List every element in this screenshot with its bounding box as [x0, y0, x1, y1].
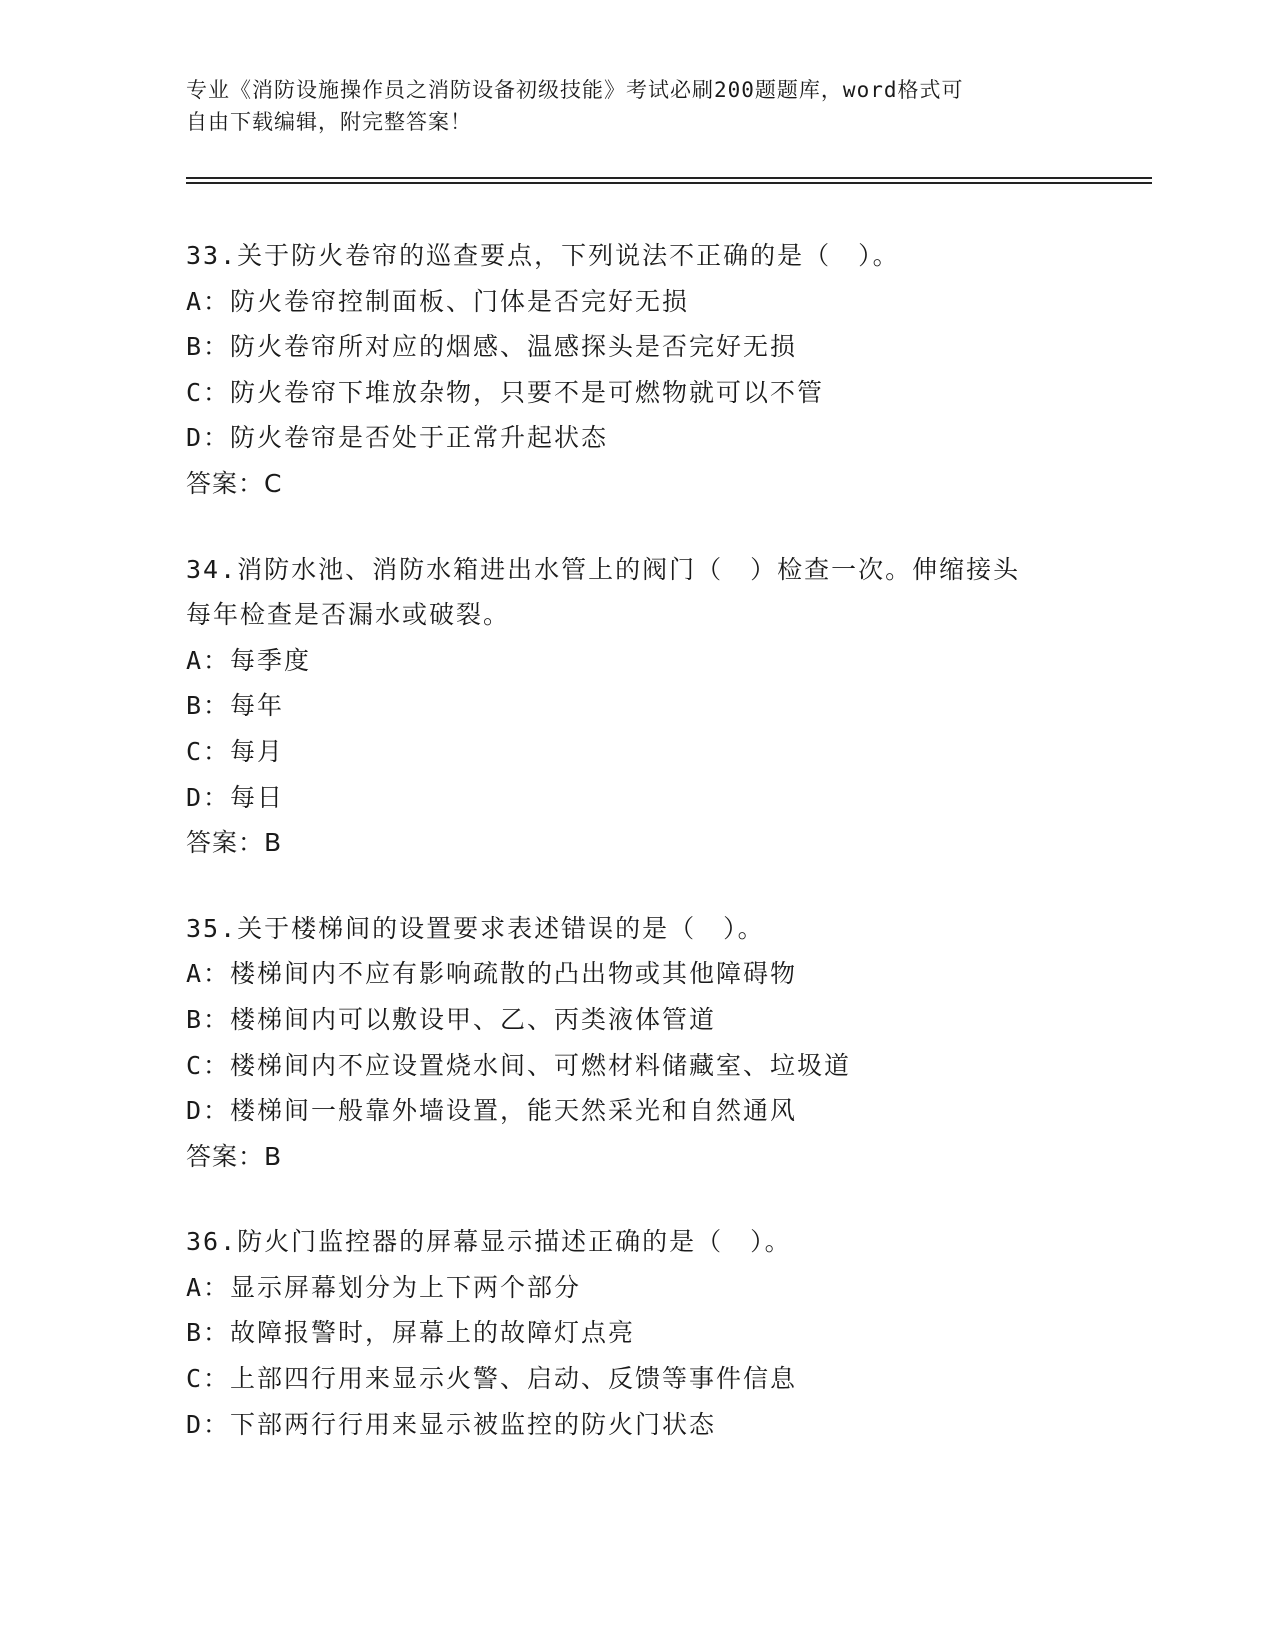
option-a — [186, 951, 1086, 997]
question-stem-continued: 每年检查是否漏水或破裂。 — [186, 600, 511, 630]
option-label: C： — [186, 1050, 231, 1080]
option-label: A： — [186, 1272, 231, 1302]
option-text: 显示屏幕划分为上下两个部分 — [230, 1272, 582, 1302]
option-text: 楼梯间内可以敷设甲、乙、丙类液体管道 — [230, 1004, 717, 1034]
option-label: C： — [186, 736, 231, 766]
question-stem: 34.消防水池、消防水箱进出水管上的阀门（ ）检查一次。伸缩接头 — [186, 554, 1021, 584]
option-d — [186, 415, 1086, 461]
option-b — [186, 324, 1086, 370]
option-text: 防火卷帘下堆放杂物，只要不是可燃物就可以不管 — [230, 377, 825, 407]
option-label: D： — [186, 423, 231, 453]
option-text: 每年 — [230, 691, 285, 721]
option-label: D： — [186, 1096, 231, 1126]
question-35 — [186, 906, 1086, 1180]
option-label: D： — [186, 1409, 231, 1439]
option-label: A： — [186, 286, 231, 316]
answer-line: 答案：B — [186, 828, 283, 858]
option-text: 上部四行用来显示火警、启动、反馈等事件信息 — [230, 1364, 798, 1394]
option-text: 防火卷帘所对应的烟感、温感探头是否完好无损 — [230, 332, 798, 362]
option-label: B： — [186, 691, 231, 721]
header-line-2: 自由下载编辑，附完整答案！ — [186, 110, 472, 134]
header-divider-top — [186, 177, 1152, 179]
option-text: 故障报警时，屏幕上的故障灯点亮 — [230, 1318, 636, 1348]
option-text: 下部两行行用来显示被监控的防火门状态 — [230, 1409, 717, 1439]
header-line-1: 专业《消防设施操作员之消防设备初级技能》考试必刷200题题库，word格式可 — [186, 78, 964, 102]
option-b — [186, 1310, 1086, 1356]
option-c — [186, 1043, 1086, 1089]
option-a — [186, 638, 1086, 684]
option-text: 每月 — [230, 736, 285, 766]
answer-line: 答案：C — [186, 468, 283, 498]
option-a — [186, 1265, 1086, 1311]
option-label: C： — [186, 1364, 231, 1394]
option-c — [186, 1356, 1086, 1402]
option-label: C： — [186, 377, 231, 407]
question-36 — [186, 1219, 1086, 1447]
option-label: B： — [186, 332, 231, 362]
option-label: B： — [186, 1004, 231, 1034]
option-c — [186, 370, 1086, 416]
header-divider-bottom — [186, 182, 1152, 184]
option-text: 每日 — [230, 782, 285, 812]
question-34 — [186, 547, 1086, 866]
question-stem: 33.关于防火卷帘的巡查要点，下列说法不正确的是（ ）。 — [186, 241, 900, 270]
document-header — [186, 74, 1066, 138]
option-label: A： — [186, 645, 231, 675]
option-text: 楼梯间内不应有影响疏散的凸出物或其他障碍物 — [230, 959, 798, 989]
question-stem: 35.关于楼梯间的设置要求表述错误的是（ ）。 — [186, 913, 765, 943]
option-text: 楼梯间内不应设置烧水间、可燃材料储藏室、垃圾道 — [230, 1050, 852, 1080]
question-stem: 36.防火门监控器的屏幕显示描述正确的是（ ）。 — [186, 1227, 792, 1257]
option-b — [186, 683, 1086, 729]
question-33 — [186, 233, 1086, 507]
option-label: B： — [186, 1318, 231, 1348]
question-list — [186, 233, 1086, 1487]
option-label: A： — [186, 959, 231, 989]
option-text: 每季度 — [230, 645, 312, 675]
option-b — [186, 997, 1086, 1043]
option-a — [186, 279, 1086, 325]
option-text: 防火卷帘控制面板、门体是否完好无损 — [230, 286, 690, 316]
option-c — [186, 729, 1086, 775]
answer-line: 答案：B — [186, 1141, 283, 1171]
option-d — [186, 1088, 1086, 1134]
option-text: 防火卷帘是否处于正常升起状态 — [230, 423, 609, 453]
option-text: 楼梯间一般靠外墙设置，能天然采光和自然通风 — [230, 1096, 798, 1126]
option-d — [186, 1402, 1086, 1448]
option-d — [186, 775, 1086, 821]
option-label: D： — [186, 782, 231, 812]
